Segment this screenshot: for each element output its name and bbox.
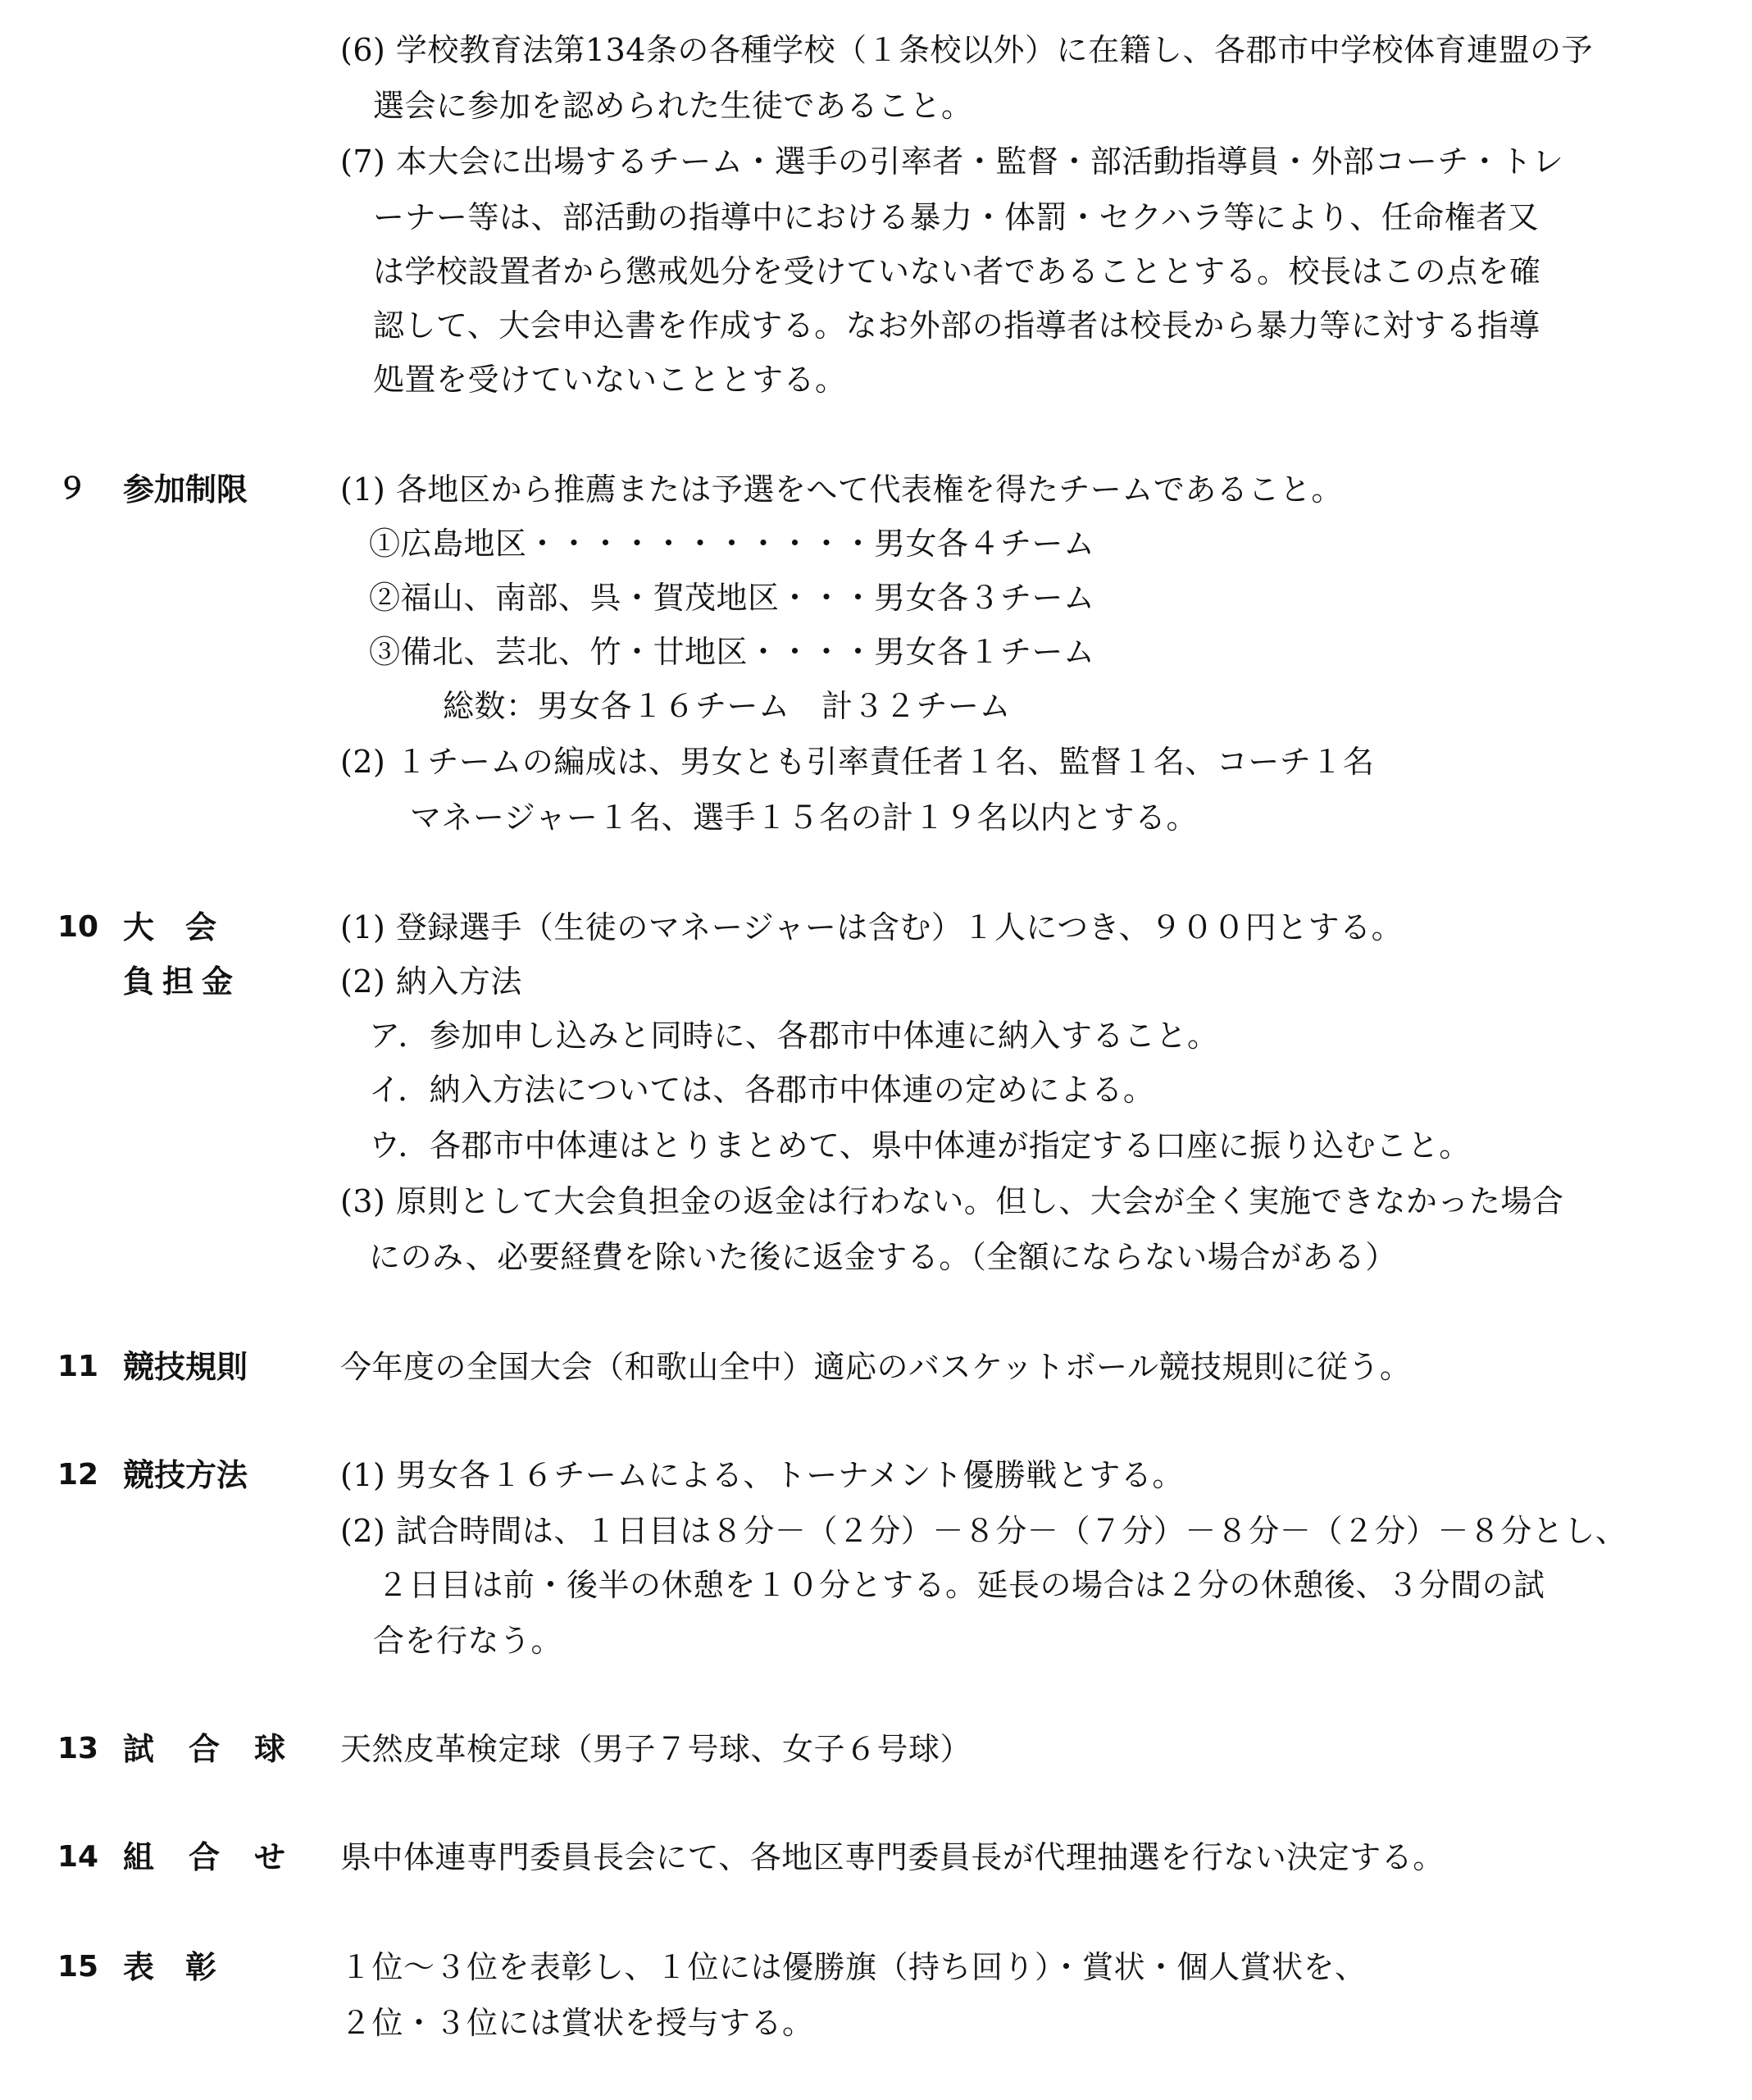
body-line: (7) 本大会に出場するチーム・選手の引率者・監督・部活動指導員・外部コーチ・トレ	[340, 143, 1564, 180]
body-line: (2) 試合時間は、１日目は８分－（２分）－８分－（７分）－８分－（２分）－８分とし、	[340, 1513, 1627, 1549]
body-line: 認して、大会申込書を作成する。なお外部の指導者は校長から暴力等に対する指導	[373, 307, 1540, 344]
body-line: マネージャー１名、選手１５名の計１９名以内とする。	[410, 799, 1198, 836]
body-line: 処置を受けていないこととする。	[373, 362, 847, 398]
section-number: 14	[57, 1840, 99, 1874]
body-line: (2) 納入方法	[340, 963, 522, 1000]
body-line: 今年度の全国大会（和歌山全中）適応のバスケットボール競技規則に従う。	[340, 1349, 1412, 1385]
body-line: ２日目は前・後半の休憩を１０分とする。延長の場合は２分の休憩後、３分間の試	[377, 1567, 1545, 1603]
section-number: 12	[57, 1458, 99, 1492]
body-line: ーナー等は、部活動の指導中における暴力・体罰・セクハラ等により、任命権者又	[373, 199, 1540, 235]
body-line: (3) 原則として大会負担金の返金は行わない。但し、大会が全く実施できなかった場合	[340, 1183, 1564, 1219]
body-line: ２位・３位には賞状を授与する。	[340, 2005, 814, 2041]
body-line: は学校設置者から懲戒処分を受けていない者であることとする。校長はこの点を確	[373, 253, 1541, 289]
body-line: 県中体連専門委員長会にて、各地区専門委員長が代理抽選を行ない決定する。	[340, 1839, 1445, 1875]
body-line: １位～３位を表彰し、１位には優勝旗（持ち回り）・賞状・個人賞状を、	[340, 1949, 1367, 1985]
body-line: (1) 各地区から推薦または予選をへて代表権を得たチームであること。	[340, 471, 1343, 508]
section-heading: 競技規則	[123, 1349, 248, 1385]
body-line: にのみ、必要経費を除いた後に返金する。（全額にならない場合がある）	[369, 1239, 1397, 1275]
body-line: (2) １チームの編成は、男女とも引率責任者１名、監督１名、コーチ１名	[340, 744, 1375, 780]
section-number: 13	[57, 1732, 99, 1765]
section-number: 11	[57, 1350, 99, 1383]
section-heading: 参加制限	[123, 471, 248, 508]
body-line: (6) 学校教育法第134条の各種学校（１条校以外）に在籍し、各郡市中学校体育連盟の予	[340, 32, 1593, 68]
section-number: ９	[57, 472, 88, 506]
section-number: 10	[57, 910, 99, 944]
section-heading: 試合球	[123, 1731, 321, 1767]
body-line: ③備北、芸北、竹・廿地区・・・・男女各１チーム	[369, 634, 1095, 670]
body-line: イ．納入方法については、各郡市中体連の定めによる。	[369, 1072, 1155, 1108]
body-line: 選会に参加を認められた生徒であること。	[373, 88, 973, 124]
body-line: 合を行なう。	[373, 1623, 563, 1659]
body-line: ②福山、南部、呉・賀茂地区・・・男女各３チーム	[369, 580, 1095, 616]
section-heading: 組合せ	[123, 1839, 321, 1875]
body-line: ア．参加申し込みと同時に、各郡市中体連に納入すること。	[369, 1018, 1219, 1054]
section-heading: 競技方法	[123, 1457, 248, 1493]
section-number: 15	[57, 1950, 99, 1984]
body-line: ①広島地区・・・・・・・・・・・男女各４チーム	[369, 526, 1095, 562]
body-line: (1) 男女各１６チームによる、トーナメント優勝戦とする。	[340, 1457, 1184, 1493]
body-line: 総数：男女各１６チーム 計３２チーム	[443, 688, 1012, 724]
section-heading-2: 負担金	[123, 963, 242, 1000]
body-line: ウ．各郡市中体連はとりまとめて、県中体連が指定する口座に振り込むこと。	[369, 1127, 1471, 1164]
body-line: 天然皮革検定球（男子７号球、女子６号球）	[340, 1731, 972, 1767]
section-heading: 表 彰	[123, 1949, 217, 1985]
section-heading: 大 会	[123, 909, 217, 945]
body-line: (1) 登録選手（生徒のマネージャーは含む）１人につき、９００円とする。	[340, 909, 1404, 945]
